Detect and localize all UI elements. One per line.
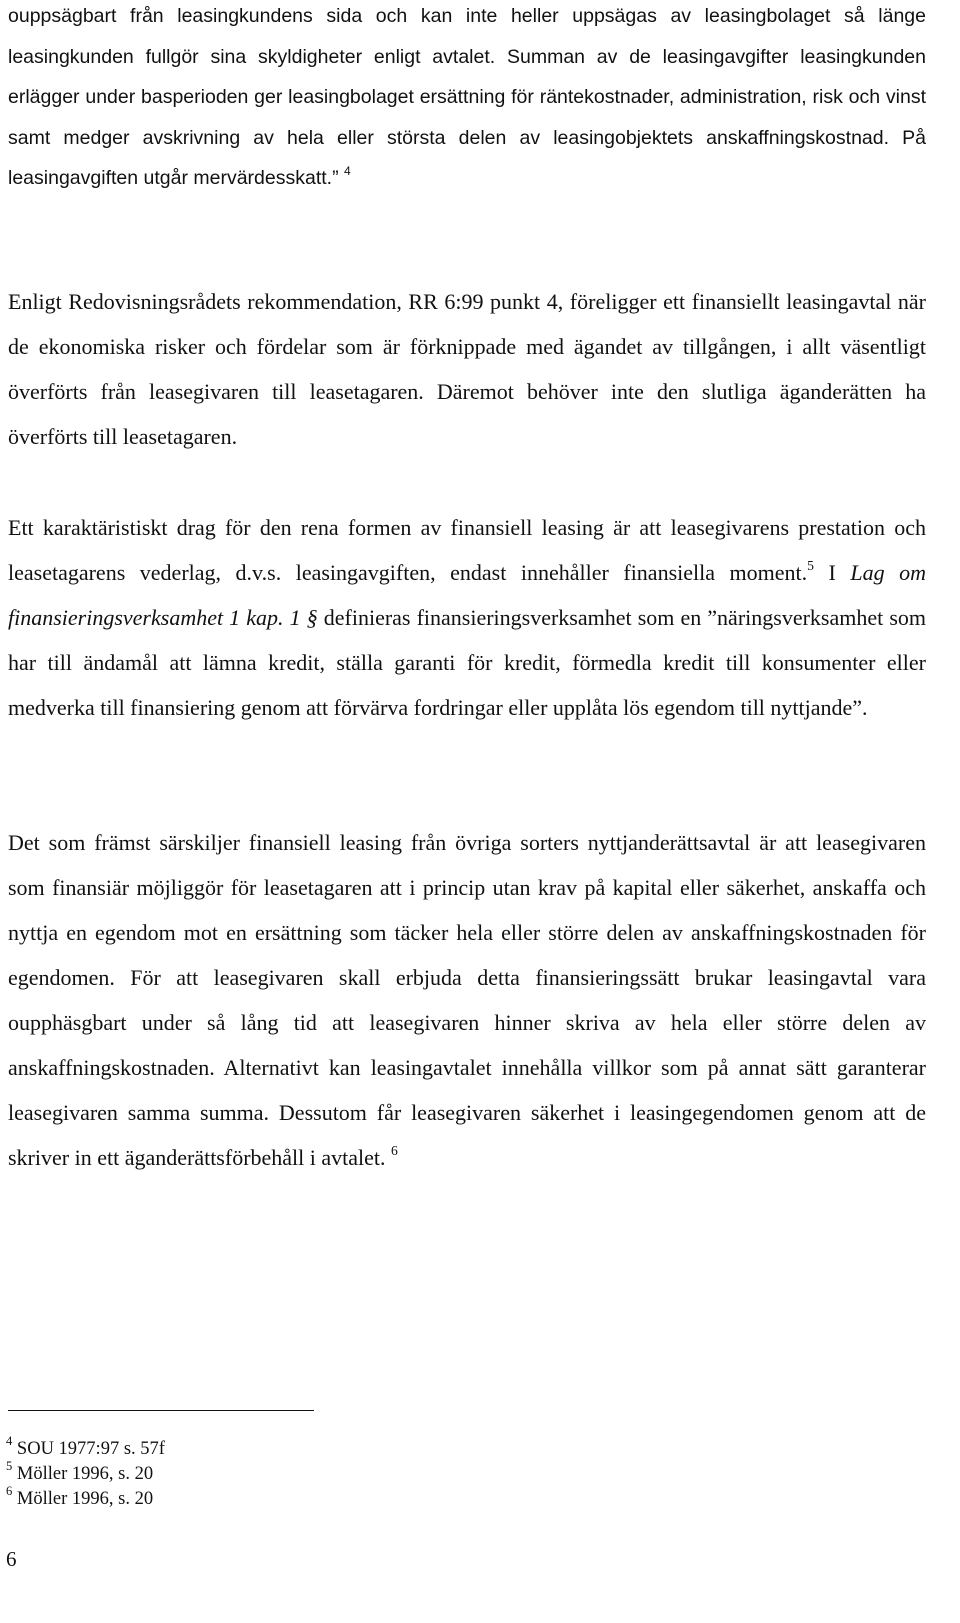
footnote-item — [6, 1433, 165, 1462]
paragraph-leasing-definition-quote — [8, 0, 926, 199]
paragraph-text: definieras finansieringsverksamhet som en ”näringsverksamhet som har till ändamål att lämna kredit, ställa garanti för kredit, förmedla kredit till konsumenter eller medverka till finansiering genom att förvärva fordringar eller upplåta lös egendom till nyttjande”. — [8, 605, 926, 720]
footnotes-list — [6, 1433, 165, 1512]
paragraph-text: Enligt Redovisningsrådets rekommendation, RR 6:99 punkt 4, föreligger ett finansiellt leasingavtal när de ekonomiska risker och fördelar som är förknippade med ägandet av tillgången, i allt väsentligt överförts från leasegivaren till leasetagaren. Däremot behöver inte den slutliga äganderätten ha överförts till leasetagaren. — [8, 289, 926, 449]
footnote-reference-6[interactable]: 6 — [391, 1142, 398, 1158]
footnote-text: Möller 1996, s. 20 — [16, 1489, 154, 1509]
footnote-number: 4 — [6, 1433, 13, 1448]
paragraph-text: ouppsägbart från leasingkundens sida och kan inte heller uppsägas av leasingbolaget så länge leasingkunden fullgör sina skyldigheter enligt avtalet. Summan av de leasingavgifter leasingkunden erlägger under basperioden ger leasingbolaget ersättning för räntekostnader, administration, risk och vinst samt medger avskrivning av hela eller största delen av leasingobjektets anskaffningskostnad. På leasingavgiften utgår mervärdesskatt.” — [8, 5, 926, 189]
page-number: 6 — [6, 1547, 17, 1571]
law-citation: Lag om finansieringsverksamhet 1 kap. 1 § — [8, 560, 926, 630]
paragraph-text: I — [813, 560, 851, 585]
footnote-text: Möller 1996, s. 20 — [16, 1464, 154, 1484]
paragraph-financial-leasing-distinction — [8, 820, 926, 1180]
paragraph-text: Ett karaktäristiskt drag för den rena formen av finansiell leasing är att leasegivarens prestation och leasetagarens vederlag, d.v.s. leasingavgiften, endast innehåller finansiella moment. — [8, 515, 926, 585]
footnote-separator — [8, 1410, 314, 1411]
footnote-item — [6, 1458, 165, 1487]
footnote-text: SOU 1977:97 s. 57f — [16, 1439, 165, 1459]
paragraph-financial-leasing-characteristics — [8, 505, 926, 730]
footnote-number: 6 — [6, 1483, 13, 1498]
footnote-reference-5[interactable]: 5 — [807, 557, 814, 573]
footnote-item — [6, 1483, 165, 1512]
footnote-number: 5 — [6, 1458, 13, 1473]
footnote-reference-4[interactable]: 4 — [344, 163, 351, 178]
paragraph-text: Det som främst särskiljer finansiell leasing från övriga sorters nyttjanderättsavtal är att leasegivaren som finansiär möjliggör för leasetagaren att i princip utan krav på kapital eller säkerhet, anskaffa och nyttja en egendom mot en ersättning som täcker hela eller större delen av anskaffningskostnaden för egendomen. För att leasegivaren skall erbjuda detta finansieringssätt brukar leasingavtal vara oupphäsgbart under så lång tid att leasegivaren hinner skriva av hela eller större delen av anskaffningskostnaden. Alternativt kan leasingavtalet innehålla villkor som på annat sätt garanterar leasegivaren samma summa. Dessutom får leasegivaren säkerhet i leasingegendomen genom att de skriver in ett äganderättsförbehåll i avtalet. — [8, 830, 926, 1170]
paragraph-rr-recommendation — [8, 279, 926, 459]
